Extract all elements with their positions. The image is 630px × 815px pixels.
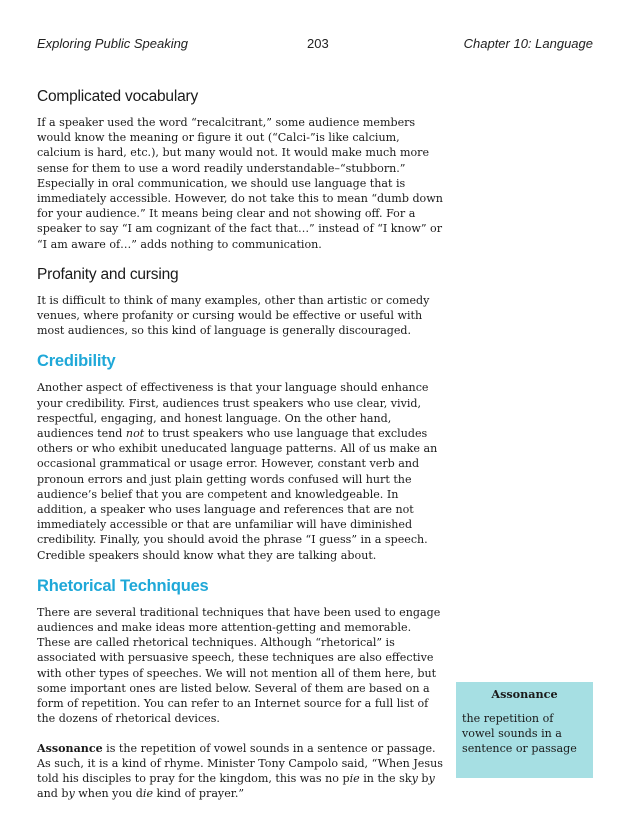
heading-credibility: Credibility (37, 352, 116, 371)
heading-complicated-vocabulary: Complicated vocabulary (37, 88, 199, 105)
book-title: Exploring Public Speaking (37, 36, 189, 51)
emphasis-not: not (125, 427, 145, 441)
paragraph-assonance: Assonance is the repetition of vowel sounds in a sentence or passage. As such, it is a kind of rhyme. Minister Tony Campolo said, “When Jesus told his disciples to pray for the kingdom, this was no pie in the sky by and by when you die kind of prayer.” (37, 741, 443, 801)
page-body (37, 88, 443, 815)
paragraph-profanity: It is difficult to think of many examples, other than artistic or comedy venues, where profanity or cursing would be effective or useful with most audiences, so this kind of language is generally discouraged. (37, 293, 430, 338)
heading-profanity: Profanity and cursing (37, 265, 179, 283)
paragraph-complicated-vocabulary: If a speaker used the word “recalcitrant,” some audience members would know the meaning or figure it out (“Calci-”is like calcium, calcium is hard, etc.), but many would not. It would make much more sense for them to use a word readily understandable–“stubborn.” Especially in oral communication, we should use language that is immediately accessible. However, do not take this to mean “dumb down for your audience.” It means being clear and not showing off. For a speaker to say “I am cognizant of the fact that…” instead of “I know” or “I am aware of…” adds nothing to communication. (37, 116, 443, 251)
sidebar-term: Assonance (491, 687, 558, 701)
paragraph-rhetorical-techniques: There are several traditional techniques that have been used to engage audiences and make ideas more attention-getting and memorable. These are called rhetorical techniques. Although “rhetorical” is associated with persuasive speech, these techniques are also effective with other types of speeches. We will not mention all of them here, but some important ones are listed below. Several of them are based on a form of repetition. You can refer to an Internet source for a full list of the dozens of rhetorical devices. (37, 605, 441, 726)
term-assonance: Assonance (37, 741, 103, 755)
sidebar-definition: the repetition of vowel sounds in a sentence or passage (462, 712, 577, 756)
chapter-title: Chapter 10: Language (463, 36, 593, 51)
paragraph-credibility: Another aspect of effectiveness is that your language should enhance your credibility. First, audiences trust speakers who use clear, vivid, respectful, engaging, and honest language. On the other hand, audiences tend not to trust speakers who use language that excludes others or who exhibit uneducated language patterns. All of us make an occasional grammatical or usage error. However, constant verb and pronoun errors and just plain getting words confused will hurt the audience’s belief that you are competent and knowledgeable. In addition, a speaker who uses language and references that are not immediately accessible or that are unfamiliar will have diminished credibility. Finally, you should avoid the phrase “I guess” in a speech. Credible speakers should know what they are talking about. (37, 381, 438, 562)
heading-rhetorical-techniques: Rhetorical Techniques (37, 576, 209, 595)
definition-sidebar (456, 682, 593, 778)
page-number: 203 (307, 36, 329, 51)
page-header (37, 36, 593, 54)
